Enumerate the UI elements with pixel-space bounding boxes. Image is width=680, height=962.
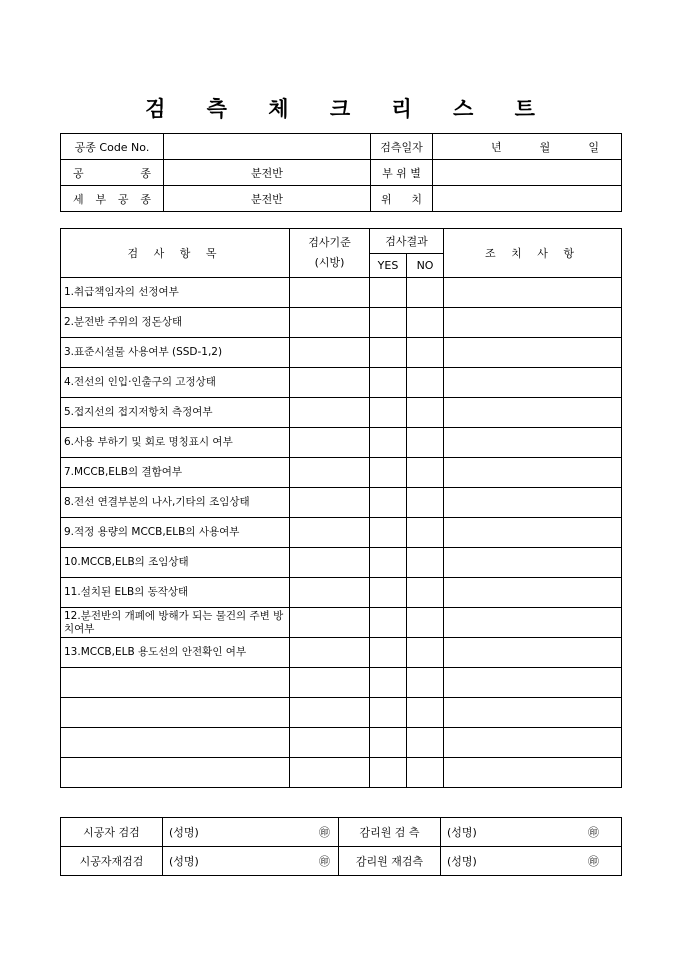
- table-row-standard[interactable]: [290, 608, 370, 638]
- table-row: [61, 338, 622, 368]
- supervisor-recheck-signature-field[interactable]: [441, 847, 622, 876]
- signature-table: [60, 817, 622, 876]
- table-row-item: 3.표준시설물 사용여부 (SSD-1,2): [61, 338, 290, 368]
- location-label: 위 치: [371, 186, 433, 212]
- table-row-standard[interactable]: [290, 368, 370, 398]
- table-row-yes[interactable]: [370, 548, 407, 578]
- table-row-standard[interactable]: [290, 758, 370, 788]
- table-row-no[interactable]: [407, 428, 444, 458]
- table-row: [61, 578, 622, 608]
- table-row-yes[interactable]: [370, 578, 407, 608]
- table-row-no[interactable]: [407, 638, 444, 668]
- table-row-standard[interactable]: [290, 338, 370, 368]
- contractor-signature-field[interactable]: [163, 818, 339, 847]
- table-row-action[interactable]: [444, 278, 622, 308]
- col-header-no: NO: [407, 254, 444, 278]
- supervisor-recheck-label: 감리원 재검측: [339, 847, 441, 876]
- col-header-action: 조 치 사 항: [444, 229, 622, 278]
- table-row-item: 2.분전반 주위의 정돈상태: [61, 308, 290, 338]
- table-row-action[interactable]: [444, 758, 622, 788]
- col-header-standard-line2: (시방): [314, 256, 345, 269]
- table-row-standard[interactable]: [290, 278, 370, 308]
- checklist-table: [60, 228, 622, 788]
- seal-mark: ㊞: [588, 855, 599, 868]
- table-row-standard[interactable]: [290, 398, 370, 428]
- table-row-yes[interactable]: [370, 488, 407, 518]
- table-row-no[interactable]: [407, 368, 444, 398]
- table-row-yes[interactable]: [370, 518, 407, 548]
- table-row-item: [61, 698, 290, 728]
- table-row: [61, 368, 622, 398]
- table-row-yes[interactable]: [370, 428, 407, 458]
- table-row-action[interactable]: [444, 638, 622, 668]
- table-row-no[interactable]: [407, 578, 444, 608]
- table-row-standard[interactable]: [290, 578, 370, 608]
- detail-work-label: 세 부 공 종: [61, 186, 164, 212]
- col-header-item: 검 사 항 목: [61, 229, 290, 278]
- table-row-item: 12.분전반의 개폐에 방해가 되는 물건의 주변 방치여부: [61, 608, 290, 638]
- table-row: [61, 668, 622, 698]
- table-row-standard[interactable]: [290, 548, 370, 578]
- table-row-item: 13.MCCB,ELB 용도선의 안전확인 여부: [61, 638, 290, 668]
- table-row: [61, 488, 622, 518]
- table-row-no[interactable]: [407, 668, 444, 698]
- header-table: [60, 133, 622, 212]
- table-row: [61, 638, 622, 668]
- table-row-standard[interactable]: [290, 728, 370, 758]
- date-day-label: 일: [588, 140, 599, 154]
- table-row-action[interactable]: [444, 428, 622, 458]
- inspection-date-field[interactable]: [433, 134, 622, 160]
- inspection-date-label: 검측일자: [371, 134, 433, 160]
- table-row-yes[interactable]: [370, 398, 407, 428]
- table-row-no[interactable]: [407, 728, 444, 758]
- table-row: [61, 728, 622, 758]
- table-row-action[interactable]: [444, 458, 622, 488]
- col-header-standard-line1: 검사기준: [308, 236, 351, 249]
- table-row-no[interactable]: [407, 488, 444, 518]
- name-placeholder: (성명): [447, 855, 477, 868]
- table-row: [61, 518, 622, 548]
- table-row: [61, 608, 622, 638]
- location-field[interactable]: [433, 186, 622, 212]
- table-row: [61, 458, 622, 488]
- table-row-standard[interactable]: [290, 428, 370, 458]
- table-row-standard[interactable]: [290, 458, 370, 488]
- table-row: [61, 698, 622, 728]
- table-row-no[interactable]: [407, 518, 444, 548]
- col-header-yes: YES: [370, 254, 407, 278]
- name-placeholder: (성명): [169, 826, 199, 839]
- seal-mark: ㊞: [588, 826, 599, 839]
- table-row-no[interactable]: [407, 608, 444, 638]
- table-row-yes[interactable]: [370, 698, 407, 728]
- table-row-no[interactable]: [407, 308, 444, 338]
- contractor-check-label: 시공자 검검: [61, 818, 163, 847]
- table-row-item: 10.MCCB,ELB의 조임상태: [61, 548, 290, 578]
- table-row-standard[interactable]: [290, 518, 370, 548]
- table-row-item: 1.취급책임자의 선정여부: [61, 278, 290, 308]
- work-code-field[interactable]: [164, 134, 371, 160]
- table-row: [61, 278, 622, 308]
- table-row-action[interactable]: [444, 368, 622, 398]
- table-row-action[interactable]: [444, 728, 622, 758]
- supervisor-check-label: 감리원 검 측: [339, 818, 441, 847]
- work-code-label: 공종 Code No.: [61, 134, 164, 160]
- table-row-action[interactable]: [444, 698, 622, 728]
- table-row-yes[interactable]: [370, 758, 407, 788]
- table-row-item: [61, 668, 290, 698]
- table-row-yes[interactable]: [370, 728, 407, 758]
- table-row-item: 5.접지선의 접지저항치 측정여부: [61, 398, 290, 428]
- table-row-standard[interactable]: [290, 488, 370, 518]
- table-row-standard[interactable]: [290, 698, 370, 728]
- table-row-standard[interactable]: [290, 308, 370, 338]
- table-row-yes[interactable]: [370, 458, 407, 488]
- date-month-label: 월: [539, 140, 551, 154]
- name-placeholder: (성명): [169, 855, 199, 868]
- table-row-yes[interactable]: [370, 608, 407, 638]
- table-row-item: 7.MCCB,ELB의 결함여부: [61, 458, 290, 488]
- part-field[interactable]: [433, 160, 622, 186]
- table-row-no[interactable]: [407, 278, 444, 308]
- table-row-action[interactable]: [444, 308, 622, 338]
- work-type-field[interactable]: 분전반: [164, 160, 371, 186]
- table-row-item: 8.전선 연결부분의 나사,기타의 조임상태: [61, 488, 290, 518]
- part-label: 부 위 별: [371, 160, 433, 186]
- table-row-no[interactable]: [407, 758, 444, 788]
- table-row-action[interactable]: [444, 488, 622, 518]
- table-row: [61, 758, 622, 788]
- table-row: [61, 548, 622, 578]
- table-row-yes[interactable]: [370, 668, 407, 698]
- table-row-yes[interactable]: [370, 278, 407, 308]
- table-row-action[interactable]: [444, 338, 622, 368]
- table-row: [61, 308, 622, 338]
- supervisor-signature-field[interactable]: [441, 818, 622, 847]
- table-row-no[interactable]: [407, 338, 444, 368]
- table-row-standard[interactable]: [290, 638, 370, 668]
- work-type-label: 공 종: [61, 160, 164, 186]
- table-row-action[interactable]: [444, 578, 622, 608]
- table-row-yes[interactable]: [370, 338, 407, 368]
- col-header-standard: [290, 229, 370, 278]
- table-row-item: [61, 758, 290, 788]
- table-row-yes[interactable]: [370, 308, 407, 338]
- detail-work-field[interactable]: 분전반: [164, 186, 371, 212]
- name-placeholder: (성명): [447, 826, 477, 839]
- table-row-item: 9.적정 용량의 MCCB,ELB의 사용여부: [61, 518, 290, 548]
- table-row-action[interactable]: [444, 518, 622, 548]
- table-row-item: 11.설치된 ELB의 동작상태: [61, 578, 290, 608]
- table-row-no[interactable]: [407, 698, 444, 728]
- table-row: [61, 428, 622, 458]
- table-row-item: 6.사용 부하기 및 회로 명칭표시 여부: [61, 428, 290, 458]
- page-title: 검 측 체 크 리 스 트: [145, 96, 552, 121]
- col-header-result: 검사결과: [370, 229, 444, 254]
- table-row-no[interactable]: [407, 548, 444, 578]
- table-row-no[interactable]: [407, 458, 444, 488]
- contractor-recheck-signature-field[interactable]: [163, 847, 339, 876]
- table-row-action[interactable]: [444, 548, 622, 578]
- date-year-label: 년: [491, 140, 502, 154]
- contractor-recheck-label: 시공자재검검: [61, 847, 163, 876]
- table-row-item: 4.전선의 인입·인출구의 고정상태: [61, 368, 290, 398]
- table-row-item: [61, 728, 290, 758]
- table-row-standard[interactable]: [290, 668, 370, 698]
- table-row: [61, 398, 622, 428]
- table-row-yes[interactable]: [370, 368, 407, 398]
- table-row-action[interactable]: [444, 608, 622, 638]
- table-row-action[interactable]: [444, 398, 622, 428]
- seal-mark: ㊞: [319, 855, 330, 868]
- seal-mark: ㊞: [319, 826, 330, 839]
- table-row-no[interactable]: [407, 398, 444, 428]
- table-row-action[interactable]: [444, 668, 622, 698]
- table-row-yes[interactable]: [370, 638, 407, 668]
